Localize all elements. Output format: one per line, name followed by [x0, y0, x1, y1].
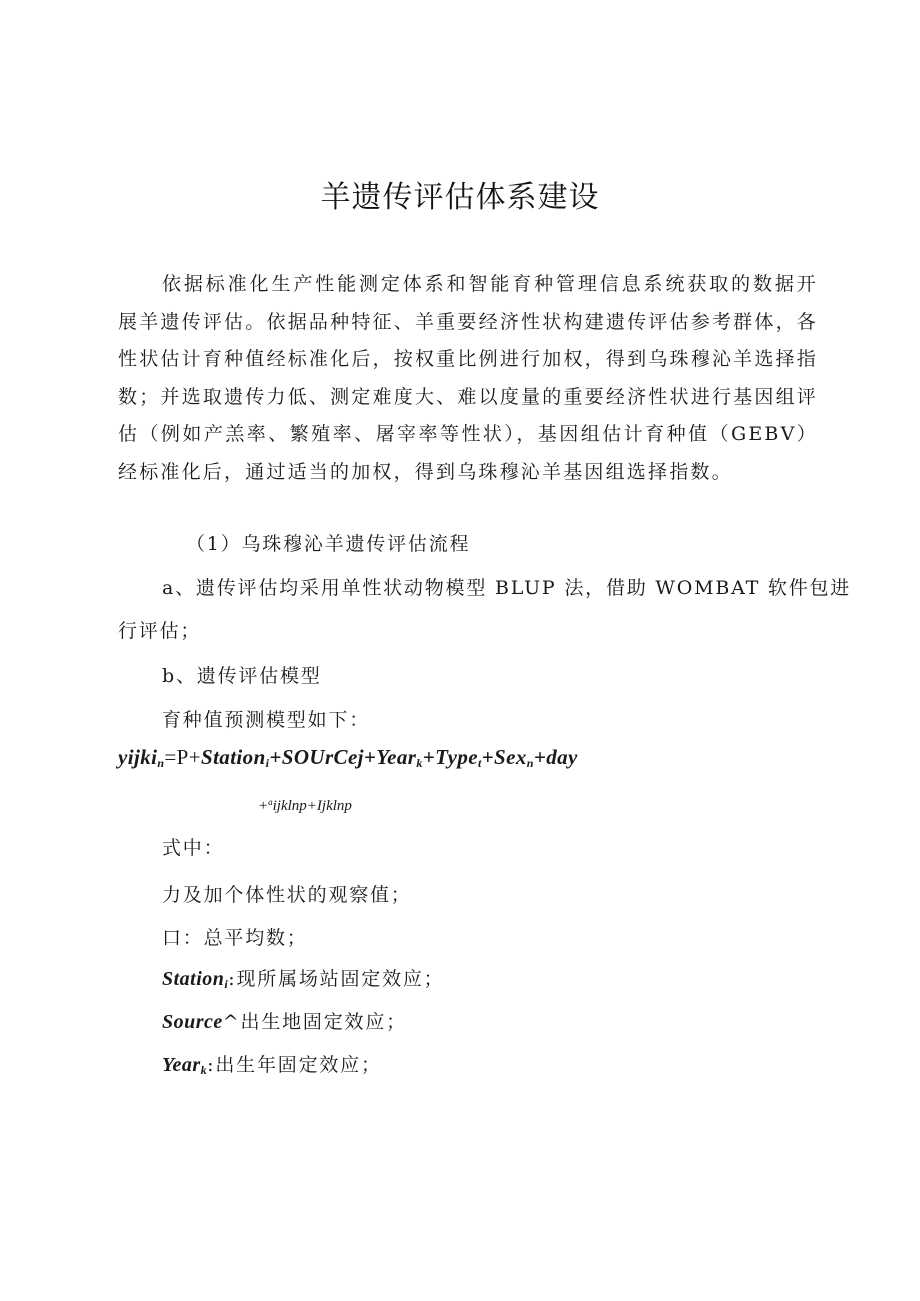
intro-paragraph: 依据标准化生产性能测定体系和智能育种管理信息系统获取的数据开展羊遗传评估。依据品种特征、羊重要经济性状构建遗传评估参考群体，各性状估计育种值经标准化后，按权重比例进行加权，得到乌珠穆沁羊选择指数；并选取遗传力低、测定难度大、难以度量的重要经济性状进行基因组评估（例如产羔率、繁殖率、屠宰率等性状），基因组估计育种值（GEBV）经标准化后，通过适当的加权，得到乌珠穆沁羊基因组选择指数。	[118, 273, 818, 483]
definition-symbol	[162, 1054, 207, 1076]
formula-term-type: +Type	[422, 745, 478, 769]
formula-line2-prefix: +	[258, 798, 269, 814]
symbol-text: Source	[162, 1011, 223, 1033]
definition-source	[162, 1007, 407, 1034]
formula-term-year-sub: k	[416, 756, 423, 770]
item-a-line-1: a、遗传评估均采用单性状动物模型 BLUP 法，借助 WOMBAT 软件包进	[162, 577, 852, 599]
symbol-sub: i	[224, 977, 229, 991]
formula-line2-rest: ijklnp+Ijklnp	[272, 798, 352, 814]
formula-term-sex: +Sex	[481, 745, 527, 769]
definition-station	[162, 964, 444, 992]
formula-lhs: yijki	[118, 745, 158, 769]
definition-observation	[162, 880, 412, 907]
definition-text: 口：总平均数；	[162, 927, 308, 949]
section-heading: （1）乌珠穆沁羊遗传评估流程	[186, 533, 471, 555]
formula-term-source-year: +SOUrCej+Year	[269, 745, 417, 769]
formula-term-station: Station	[200, 745, 266, 769]
item-b: b、遗传评估模型	[162, 665, 322, 687]
definition-mean	[162, 923, 308, 950]
definition-text: :现所属场站固定效应；	[228, 968, 445, 990]
item-a-line-2: 行评估；	[118, 620, 202, 642]
formula-term-station-sub: i	[265, 756, 270, 770]
definition-symbol	[162, 1011, 223, 1033]
formula-term-sex-sub: n	[526, 756, 534, 770]
formula-line2-sup: a	[268, 797, 273, 807]
formula-term-type-sub: t	[477, 756, 482, 770]
definition-text: 力及加个体性状的观察值；	[162, 884, 412, 906]
definition-year	[162, 1050, 382, 1078]
definition-text: :出生年固定效应；	[207, 1054, 382, 1076]
where-label: 式中：	[162, 837, 225, 859]
symbol-sub: k	[200, 1063, 208, 1077]
page-title: 羊遗传评估体系建设	[320, 180, 600, 215]
formula-term-day: +day	[533, 745, 578, 769]
model-formula-continuation	[258, 797, 352, 815]
definition-text: ^出生地固定效应；	[222, 1011, 407, 1033]
formula-lhs-sub: n	[157, 756, 165, 770]
definition-symbol	[162, 968, 228, 990]
symbol-text: Station	[162, 968, 225, 990]
formula-mu: =P+	[164, 745, 201, 769]
model-formula	[118, 745, 578, 771]
symbol-text: Year	[162, 1054, 201, 1076]
model-intro: 育种值预测模型如下：	[162, 709, 371, 731]
